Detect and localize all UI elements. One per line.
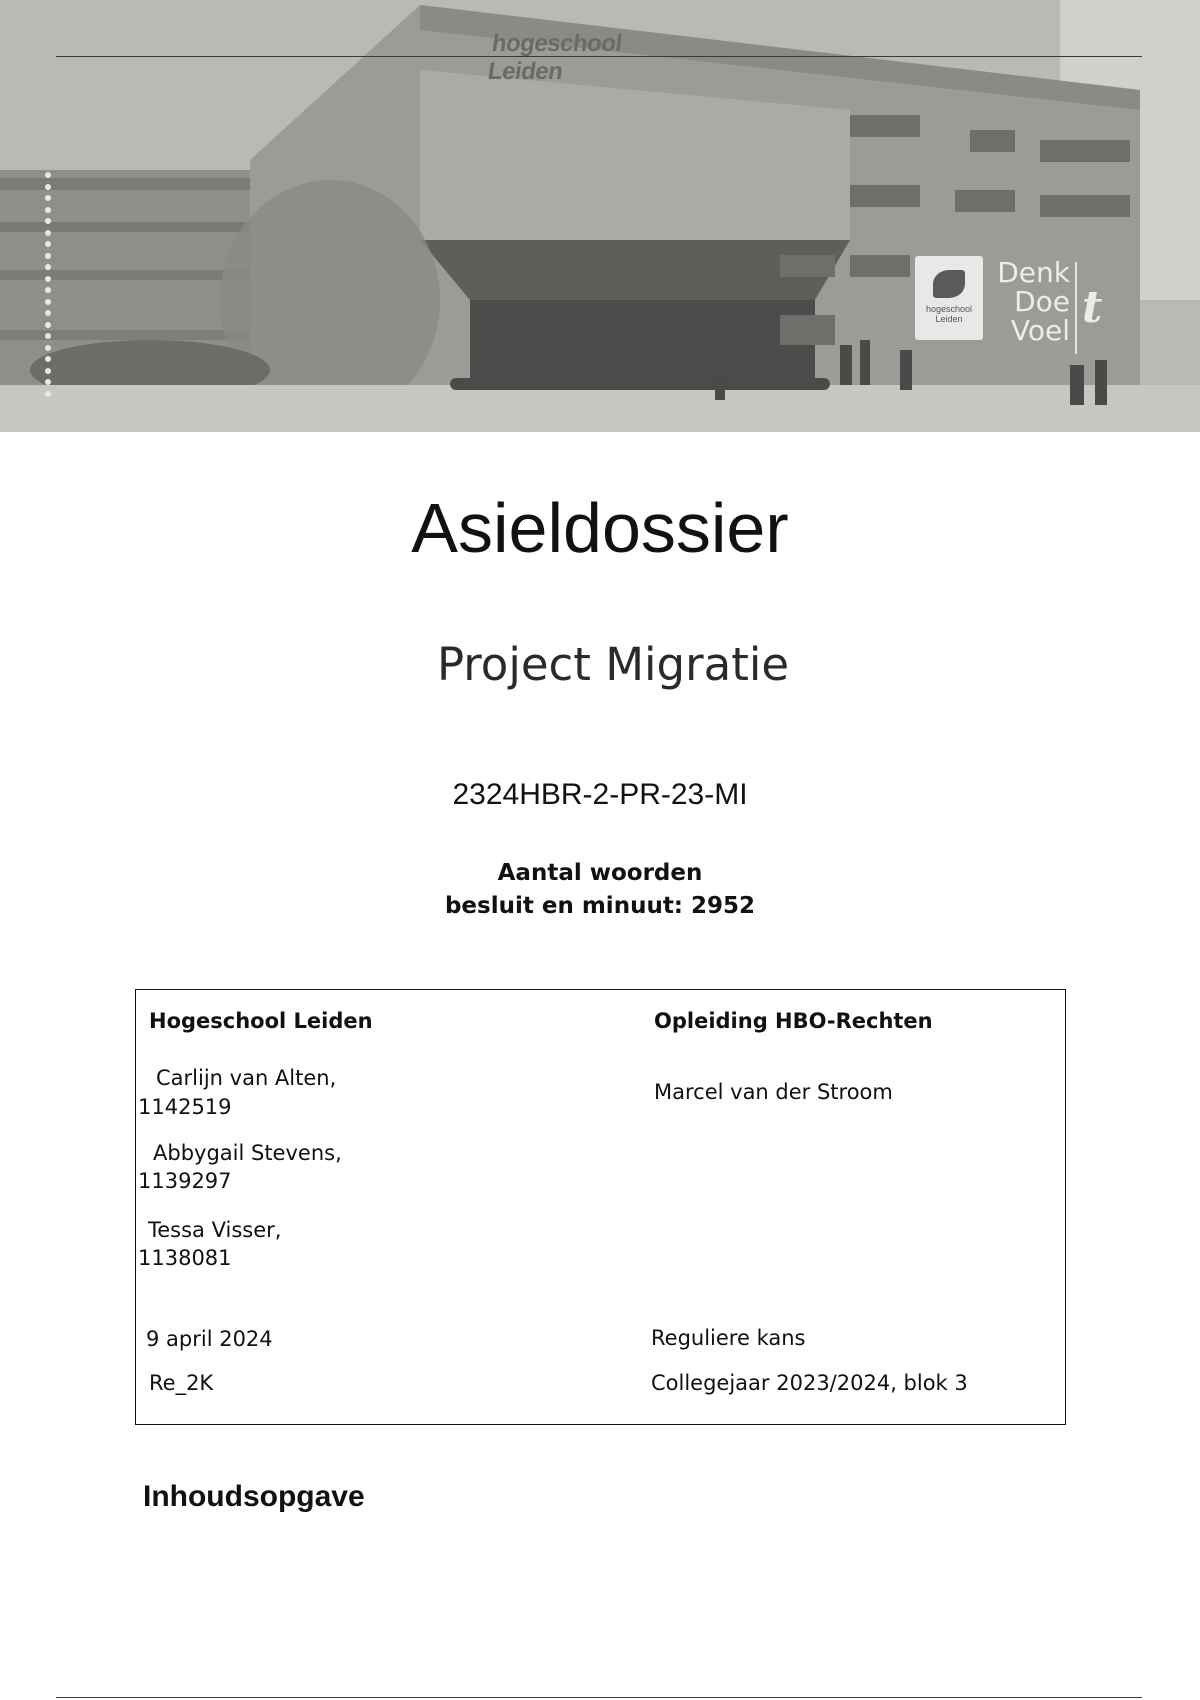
institution: Hogeschool Leiden — [149, 1009, 373, 1033]
hogeschool-logo — [915, 256, 983, 340]
student-name: Carlijn van Alten, — [156, 1066, 337, 1090]
student-name: Abbygail Stevens, — [153, 1141, 342, 1165]
word-count-line: besluit en minuut: 2952 — [444, 893, 756, 919]
class-code: Re_2K — [149, 1371, 214, 1395]
footer-rule — [56, 1697, 1142, 1698]
slogan — [990, 258, 1070, 345]
info-table — [135, 989, 1066, 1425]
slogan-divider — [1075, 262, 1077, 354]
student-number: 1139297 — [138, 1169, 232, 1193]
slogan-word: Voel — [1010, 314, 1070, 347]
teacher: Marcel van der Stroom — [654, 1080, 893, 1104]
toc-heading: Inhoudsopgave — [143, 1480, 365, 1513]
slogan-word: Denk — [997, 256, 1070, 289]
slogan-mark: t — [1082, 282, 1103, 333]
cover-photo — [0, 0, 1200, 432]
bird-logo-icon — [933, 270, 965, 298]
attempt: Reguliere kans — [651, 1326, 806, 1350]
course-code: 2324HBR-2-PR-23-MI — [452, 778, 748, 811]
logo-text: hogeschool Leiden — [925, 304, 973, 324]
student-number: 1142519 — [138, 1095, 232, 1119]
document-title: Asieldossier — [411, 489, 789, 567]
student-number: 1138081 — [138, 1246, 232, 1270]
academic-period: Collegejaar 2023/2024, blok 3 — [651, 1371, 968, 1395]
document-subtitle: Project Migratie — [436, 638, 790, 691]
word-count-line: Aantal woorden — [497, 860, 703, 886]
program: Opleiding HBO-Rechten — [654, 1009, 933, 1033]
word-count — [0, 857, 1200, 923]
date: 9 april 2024 — [146, 1327, 273, 1351]
slogan-word: Doe — [1014, 285, 1070, 318]
student-name: Tessa Visser, — [148, 1218, 282, 1242]
dotted-line-decoration — [45, 172, 55, 402]
building-sign: hogeschool Leiden — [486, 30, 624, 85]
header-rule — [56, 56, 1142, 57]
